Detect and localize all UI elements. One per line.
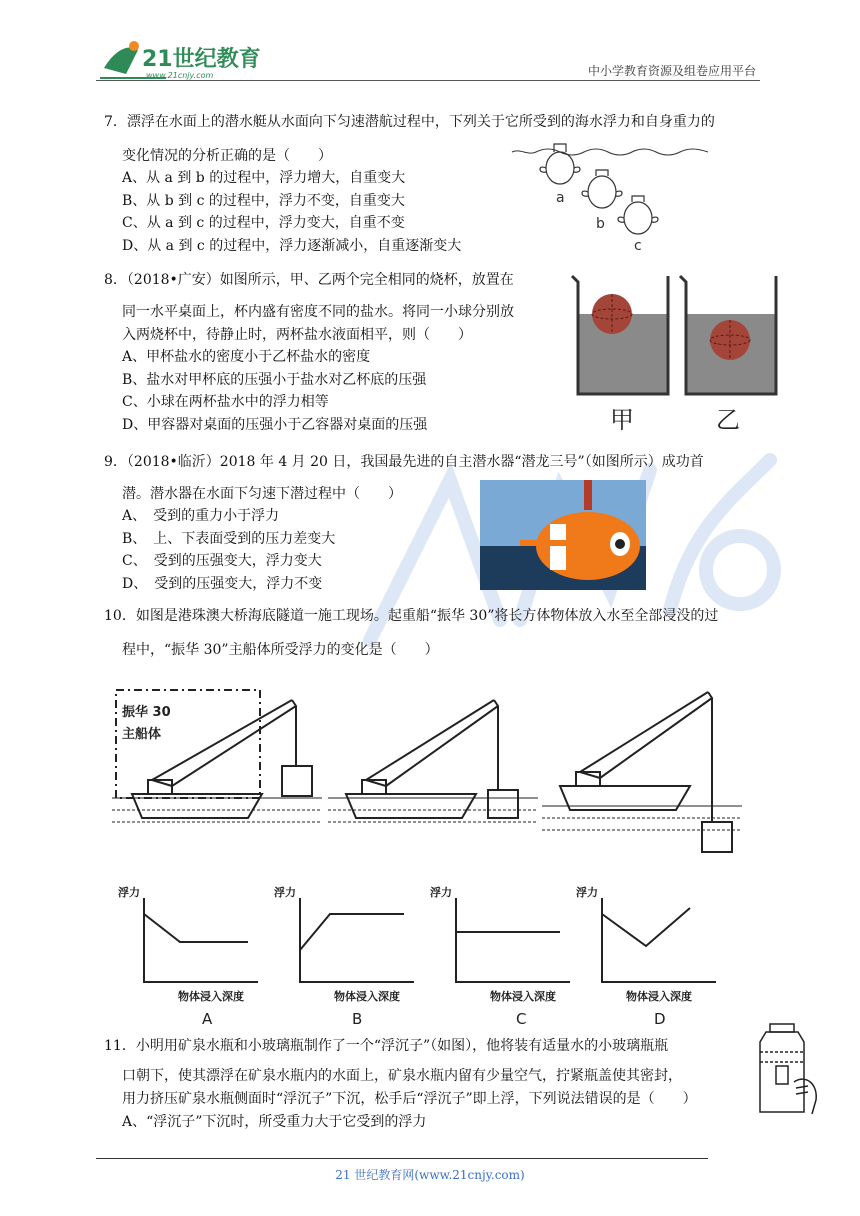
submersible-photo: [480, 480, 646, 590]
logo-text: 21世纪教育: [142, 47, 261, 72]
q8-stem-line3: 入两烧杯中，待静止时，两杯盐水液面相平，则（ ）: [122, 327, 472, 343]
graph-a: [144, 898, 258, 982]
ship-label-1: 振华 30: [122, 705, 171, 720]
graph-a-ylabel: 浮力: [118, 886, 140, 899]
graph-b-xlabel: 物体浸入深度: [334, 990, 400, 1003]
label-yi: 乙: [716, 406, 740, 434]
q7-option-c: C、从 a 到 c 的过程中，浮力变大，自重不变: [122, 215, 405, 231]
graph-c-letter: C: [516, 1010, 527, 1028]
beakers-diagram: [566, 270, 786, 436]
q11-stem-line3: 用力挤压矿泉水瓶侧面时“浮沉子”下沉，松手后“浮沉子”即上浮，下列说法错误的是（ ）: [122, 1091, 697, 1107]
ship-label-2: 主船体: [122, 727, 162, 742]
label-b: b: [596, 216, 605, 232]
crane-ships-diagram: [112, 686, 742, 854]
footer-rule: [96, 1158, 708, 1159]
q9-option-c: C、 受到的压强变大，浮力变大: [122, 553, 322, 569]
logo-url: www.21cnjy.com: [146, 71, 214, 80]
q9-stem-line2: 潜。潜水器在水面下匀速下潜过程中（ ）: [122, 486, 402, 502]
q8-option-d: D、甲容器对桌面的压强小于乙容器对桌面的压强: [122, 417, 428, 433]
q10-stem-line1: 10．如图是港珠澳大桥海底隧道一施工现场。起重船“振华 30”将长方体物体放入水至全部浸没的过: [104, 608, 719, 624]
label-jia: 甲: [610, 406, 634, 434]
q8-stem-line1: 8．（2018•广安）如图所示，甲、乙两个完全相同的烧杯，放置在: [104, 272, 514, 288]
q9-option-d: D、 受到的压强变大，浮力不变: [122, 576, 323, 592]
graph-a-letter: A: [202, 1010, 213, 1028]
q8-option-c: C、小球在两杯盐水中的浮力相等: [122, 394, 329, 410]
graph-c-xlabel: 物体浸入深度: [490, 990, 556, 1003]
graph-c-ylabel: 浮力: [430, 886, 452, 899]
site-logo: [96, 34, 266, 84]
q7-stem-line2: 变化情况的分析正确的是（ ）: [122, 148, 332, 164]
q7-option-a: A、从 a 到 b 的过程中，浮力增大，自重变大: [122, 170, 406, 186]
q9-stem-line1: 9．（2018•临沂）2018 年 4 月 20 日，我国最先进的自主潜水器“潜龙三号”（如图所示）成功首: [104, 454, 704, 470]
q9-option-a: A、 受到的重力小于浮力: [122, 508, 280, 524]
beaker-yi: [680, 276, 776, 394]
q8-option-a: A、甲杯盐水的密度小于乙杯盐水的密度: [122, 349, 371, 365]
cartesian-diver-diagram: [746, 1022, 822, 1116]
graph-a-xlabel: 物体浸入深度: [178, 990, 244, 1003]
q11-stem-line1: 11．小明用矿泉水瓶和小玻璃瓶制作了一个“浮沉子”（如图），他将装有适量水的小玻璃瓶瓶: [104, 1038, 669, 1054]
graph-d-xlabel: 物体浸入深度: [626, 990, 692, 1003]
crane-ship-2: [328, 700, 538, 822]
q11-stem-line2: 口朝下，使其漂浮在矿泉水瓶内的水面上，矿泉水瓶内留有少量空气，拧紧瓶盖使其密封，: [122, 1068, 682, 1084]
q8-option-b: B、盐水对甲杯底的压强小于盐水对乙杯底的压强: [122, 372, 427, 388]
label-c: c: [634, 238, 642, 254]
label-a: a: [556, 190, 565, 206]
q7-option-d: D、从 a 到 c 的过程中，浮力逐渐减小，自重逐渐变大: [122, 238, 462, 254]
q7-stem-line1: 7．漂浮在水面上的潜水艇从水面向下匀速潜航过程中，下列关于它所受到的海水浮力和自身重力的: [104, 114, 715, 130]
q9-option-b: B、 上、下表面受到的压力差变大: [122, 531, 336, 547]
q10-stem-line2: 程中，“振华 30”主船体所受浮力的变化是（ ）: [122, 642, 439, 658]
graph-d-letter: D: [654, 1010, 666, 1028]
graph-b: [300, 898, 414, 982]
graph-d: [602, 898, 716, 982]
platform-name: 中小学教育资源及组卷应用平台: [587, 64, 756, 78]
graph-c: [456, 898, 570, 982]
graph-d-ylabel: 浮力: [576, 886, 598, 899]
submarine-diagram: [510, 138, 710, 254]
header-rule: [96, 80, 760, 81]
footer-text[interactable]: 21 世纪教育网(www.21cnjy.com): [335, 1168, 525, 1182]
graph-b-letter: B: [352, 1010, 363, 1028]
crane-ship-3: [542, 692, 742, 852]
q7-option-b: B、从 b 到 c 的过程中，浮力不变，自重变大: [122, 193, 405, 209]
buoyancy-graphs: [118, 884, 718, 1030]
q11-option-a: A、“浮沉子”下沉时，所受重力大于它受到的浮力: [122, 1114, 427, 1130]
beaker-jia: [572, 276, 668, 394]
graph-b-ylabel: 浮力: [274, 886, 296, 899]
q8-stem-line2: 同一水平桌面上，杯内盛有密度不同的盐水。将同一小球分别放: [122, 304, 514, 320]
